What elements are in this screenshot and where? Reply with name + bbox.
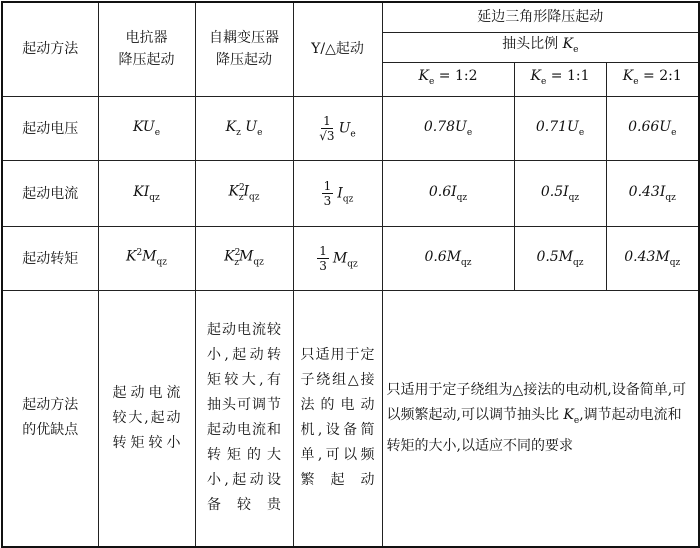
torque-ed-3 (606, 226, 699, 290)
voltage-reactor (98, 96, 195, 160)
voltage-reactor-main: KU (132, 118, 155, 135)
ratio-2-sub: e (540, 76, 547, 87)
torque-auto-m: M (239, 248, 254, 265)
header-autotransformer (195, 2, 293, 96)
pros-ed-post: ,调节起动电流和转矩的大小,以适应不同的要求 (386, 406, 682, 454)
voltage-auto-usub: e (257, 127, 263, 138)
voltage-ed-1-main: 0.78U (423, 118, 467, 135)
torque-sd-fraction (317, 244, 329, 273)
header-reactor-text: 电抗器 降压起动 (118, 30, 175, 69)
pros-reactor (98, 290, 195, 547)
torque-ed-3-sub: qz (669, 257, 681, 268)
torque-reactor-k: K (125, 248, 137, 265)
voltage-sd-fraction (319, 114, 334, 143)
voltage-sd-sub: e (350, 128, 356, 139)
current-sd-num: 1 (323, 178, 332, 193)
voltage-auto (195, 96, 293, 160)
voltage-reactor-sub: e (154, 127, 161, 138)
ratio-2-k: K (530, 68, 541, 85)
starting-methods-table (1, 1, 700, 548)
header-star-delta: Y/△起动 (293, 2, 382, 96)
tap-ratio-sub: e (573, 44, 579, 55)
torque-star-delta (293, 226, 382, 290)
ratio-1-sub: e (428, 76, 435, 87)
tap-ratio-label: 抽头比例 (502, 36, 559, 53)
current-auto-ksub: z (238, 192, 244, 203)
row-pros-cons-label (2, 290, 98, 547)
voltage-star-delta (293, 96, 382, 160)
torque-reactor-sub: qz (156, 257, 168, 268)
current-reactor (98, 160, 195, 226)
torque-auto-ksub: z (234, 257, 240, 268)
header-extended-delta: 延边三角形降压起动 (382, 2, 699, 32)
current-ed-3-sub: qz (665, 192, 676, 203)
torque-sd-sub: qz (347, 258, 358, 269)
ratio-3-sub: e (633, 76, 639, 87)
current-star-delta (293, 160, 382, 226)
voltage-sd-num: 1 (323, 113, 331, 128)
voltage-ed-3-sub: e (671, 127, 677, 138)
current-ed-2 (514, 160, 606, 226)
tap-ratio-symbol: K (562, 36, 574, 53)
voltage-auto-ksub: z (236, 127, 241, 138)
ratio-2-value: 1:1 (566, 68, 590, 85)
row-voltage-label: 起动电压 (2, 96, 98, 160)
torque-ed-1-sub: qz (461, 257, 472, 268)
torque-sd-den: 3 (319, 258, 327, 273)
header-tap-ratio (382, 32, 699, 62)
torque-auto-msub: qz (253, 257, 264, 268)
pros-ed-k: K (563, 406, 574, 423)
torque-ed-2 (514, 226, 606, 290)
torque-auto-ksup: 2 (234, 248, 241, 259)
torque-ed-3-main: 0.43M (624, 248, 670, 265)
torque-auto (195, 226, 293, 290)
ratio-1-value: 1:2 (454, 68, 478, 85)
row-torque (2, 226, 699, 290)
ratio-3-k: K (622, 68, 634, 85)
current-auto (195, 160, 293, 226)
header-reactor (98, 2, 195, 96)
voltage-ed-2-sub: e (578, 127, 585, 138)
current-ed-3-main: 0.43I (628, 183, 666, 200)
current-auto-isub: qz (248, 192, 260, 203)
current-ed-1-sub: qz (456, 192, 468, 203)
current-ed-3 (606, 160, 699, 226)
torque-sd-num: 1 (319, 243, 327, 258)
voltage-ed-1 (382, 96, 514, 160)
pros-star-delta-text: 只适用于定子绕组△接法的电动机,设备简单,可以频繁起动 (300, 347, 375, 489)
header-ratio-2: $K_e$ = 1:1 (514, 62, 606, 96)
voltage-auto-k: K (225, 118, 237, 135)
current-auto-ksup: 2 (238, 183, 245, 194)
current-sd-sub: qz (342, 193, 354, 204)
torque-ed-1 (382, 226, 514, 290)
pros-auto-text: 起动电流较小,起动转矩较大,有抽头可调节起动电流和转矩的大小,起动设备较贵 (207, 322, 281, 514)
torque-ed-2-main: 0.5M (536, 248, 574, 265)
row-torque-label: 起动转矩 (2, 226, 98, 290)
voltage-sd-var: U (338, 120, 351, 136)
header-ratio-1: $K_e$ = 1:2 (382, 62, 514, 96)
current-reactor-main: KI (133, 183, 150, 200)
header-ratio-3: $K_e$ = 2:1 (606, 62, 699, 96)
voltage-ed-3 (606, 96, 699, 160)
torque-ed-1-main: 0.6M (424, 248, 462, 265)
current-sd-fraction (322, 179, 334, 208)
current-ed-2-main: 0.5I (540, 183, 569, 200)
row-current-label: 起动电流 (2, 160, 98, 226)
row-pros-cons (2, 290, 699, 547)
current-ed-1 (382, 160, 514, 226)
pros-extended-delta (382, 290, 699, 547)
torque-reactor (98, 226, 195, 290)
ratio-1-k: K (418, 68, 429, 85)
header-autotransformer-text: 自耦变压器 降压起动 (209, 30, 279, 69)
current-ed-2-sub: qz (568, 192, 580, 203)
current-auto-i: I (243, 183, 249, 200)
row-voltage (2, 96, 699, 160)
ratio-3-value: 2:1 (659, 68, 682, 85)
pros-reactor-text: 起动电流较大,起动转矩较小 (112, 384, 181, 451)
torque-reactor-m: M (142, 248, 157, 265)
voltage-sd-den: √3 (319, 128, 335, 143)
torque-auto-k: K (224, 248, 235, 265)
current-reactor-sub: qz (149, 192, 160, 203)
pros-ed-ksub: e (573, 415, 580, 426)
voltage-ed-1-sub: e (466, 127, 473, 138)
header-method: 起动方法 (2, 2, 98, 96)
torque-sd-var: M (332, 250, 348, 266)
pros-auto (195, 290, 293, 547)
voltage-ed-3-main: 0.66U (628, 118, 672, 135)
torque-reactor-sup: 2 (136, 248, 143, 259)
row-current (2, 160, 699, 226)
current-sd-var: I (337, 185, 343, 201)
current-ed-1-main: 0.6I (428, 183, 457, 200)
current-auto-k: K (228, 183, 239, 200)
pros-ed-pre: 只适用于定子绕组为△接法的电动机,设备简单,可以频繁起动,可以调节抽头比 (386, 381, 687, 423)
voltage-auto-u: U (245, 118, 258, 135)
current-sd-den: 3 (323, 193, 332, 208)
pros-star-delta (293, 290, 382, 547)
torque-ed-2-sub: qz (573, 257, 584, 268)
voltage-ed-2-main: 0.71U (535, 118, 579, 135)
pros-cons-label-text: 起动方法 的优缺点 (22, 397, 79, 439)
voltage-ed-2 (514, 96, 606, 160)
